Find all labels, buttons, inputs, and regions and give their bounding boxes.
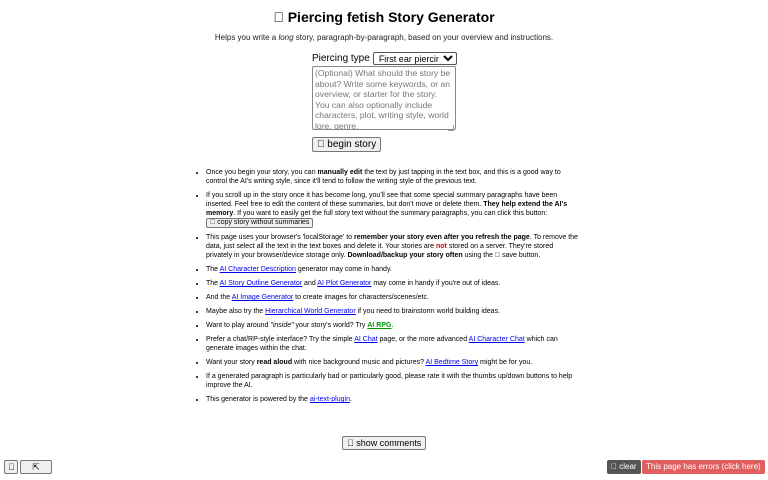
note-text: which can generate images within the chat. bbox=[206, 336, 558, 352]
note-text: generator may come in handy. bbox=[295, 266, 392, 273]
note-text: may come in handy if you're out of ideas. bbox=[371, 280, 501, 287]
show-comments-button[interactable]:   show comments bbox=[342, 436, 426, 450]
subtitle-text-post: story, paragraph-by-paragraph, based on your overview and instructions. bbox=[293, 33, 554, 42]
note-text: This generator is powered by the bbox=[206, 396, 310, 403]
instructions-list bbox=[196, 168, 578, 409]
character-chat-link[interactable]: AI Character Chat bbox=[468, 336, 525, 343]
list-item bbox=[206, 293, 578, 302]
note-text: the text by just tapping in the text box, and this is a good way to control the AI's writing style, since it'll tend to follow the writing style of the previous text. bbox=[206, 169, 561, 185]
list-item bbox=[206, 358, 578, 367]
note-text: with nice background music and pictures? bbox=[292, 359, 426, 366]
subtitle-emphasis: long bbox=[278, 33, 294, 42]
note-bold: manually edit bbox=[317, 169, 363, 176]
note-text: The bbox=[206, 280, 220, 287]
list-item bbox=[206, 321, 578, 330]
collapse-icon[interactable]: ⇱ bbox=[20, 460, 52, 474]
note-bold: read aloud bbox=[256, 359, 293, 366]
story-overview-input[interactable] bbox=[312, 66, 456, 130]
note-warning-text: not bbox=[435, 243, 447, 250]
note-text: This page uses your browser's 'localStorage' to bbox=[206, 234, 354, 241]
page-subtitle bbox=[0, 33, 768, 43]
note-text: if you need to brainstorm world building ideas. bbox=[355, 308, 501, 315]
note-text: Prefer a chat/RP-style interface? Try the simple bbox=[206, 336, 355, 343]
list-item bbox=[206, 233, 578, 260]
copy-story-without-summaries-button[interactable]:   copy story without summaries bbox=[206, 218, 313, 228]
story-outline-generator-link[interactable]: AI Story Outline Generator bbox=[219, 280, 303, 287]
list-item bbox=[206, 395, 578, 404]
note-text: stored on a server. They're stored privately in your browser/device storage only. bbox=[206, 243, 554, 259]
note-text: . bbox=[391, 322, 394, 329]
list-item bbox=[206, 191, 578, 228]
begin-story-button[interactable]:   begin story bbox=[312, 137, 381, 152]
world-generator-link[interactable]: Hierarchical World Generator bbox=[265, 308, 356, 315]
note-text: Want to play around bbox=[206, 322, 271, 329]
note-bold: remember your story even after you refresh the page bbox=[353, 234, 530, 241]
piercing-type-row bbox=[312, 52, 457, 65]
note-text: to create images for characters/scenes/etc. bbox=[293, 294, 429, 301]
note-text: . If you want to easily get the full story text without the summary paragraphs, you can click this button: bbox=[233, 210, 548, 217]
note-text: . To remove the data, just select all the text in the text boxes and delete it. Your stories are bbox=[206, 234, 578, 250]
note-text: The bbox=[206, 266, 220, 273]
note-text: Want your story bbox=[206, 359, 257, 366]
note-text: your story's world? Try bbox=[293, 322, 368, 329]
list-item bbox=[206, 265, 578, 274]
image-generator-link[interactable]: AI Image Generator bbox=[231, 294, 294, 301]
list-item bbox=[206, 279, 578, 288]
clear-button[interactable]:   clear bbox=[607, 460, 641, 474]
piercing-type-select[interactable] bbox=[373, 52, 457, 65]
note-text: . bbox=[349, 396, 352, 403]
note-bold: They help extend the AI's memory bbox=[206, 201, 568, 217]
note-bold: Download/backup your story often bbox=[347, 252, 463, 259]
note-text: might be for you. bbox=[478, 359, 533, 366]
subtitle-text-pre: Helps you write a bbox=[214, 33, 279, 42]
note-text: and bbox=[302, 280, 318, 287]
list-item bbox=[206, 335, 578, 353]
note-text: If a generated paragraph is particularly bad or particularly good, please rate it with the thumbs up/down buttons to help improve the AI. bbox=[206, 373, 573, 389]
page-title:   Piercing fetish Story Generator bbox=[273, 9, 495, 25]
list-item bbox=[206, 372, 578, 390]
ai-text-plugin-link[interactable]: ai-text-plugin bbox=[309, 396, 350, 403]
note-text: And the bbox=[206, 294, 232, 301]
note-text: page, or the more advanced bbox=[377, 336, 469, 343]
note-text: Once you begin your story, you can bbox=[206, 169, 318, 176]
character-description-link[interactable]: AI Character Description bbox=[219, 266, 296, 273]
ai-chat-link[interactable]: AI Chat bbox=[354, 336, 378, 343]
note-text: Maybe also try the bbox=[206, 308, 266, 315]
note-text: using the   save button. bbox=[462, 252, 541, 259]
bedtime-story-link[interactable]: AI Bedtime Story bbox=[425, 359, 479, 366]
textarea-resize-handle[interactable] bbox=[448, 125, 454, 131]
bottom-left-small-button[interactable]:   bbox=[4, 460, 18, 474]
list-item bbox=[206, 168, 578, 186]
list-item bbox=[206, 307, 578, 316]
note-emphasis: "inside" bbox=[270, 322, 294, 329]
piercing-type-label: Piercing type bbox=[312, 53, 370, 64]
plot-generator-link[interactable]: AI Plot Generator bbox=[317, 280, 372, 287]
ai-rpg-link[interactable]: AI RPG bbox=[367, 322, 392, 329]
note-text: If you scroll up in the story once it has become long, you'll see that some special summary paragraphs have been inserted. Feel free to edit the content of these summaries, but don't move or delete them. bbox=[206, 192, 558, 208]
page-errors-button[interactable]: This page has errors (click here) bbox=[642, 460, 765, 474]
